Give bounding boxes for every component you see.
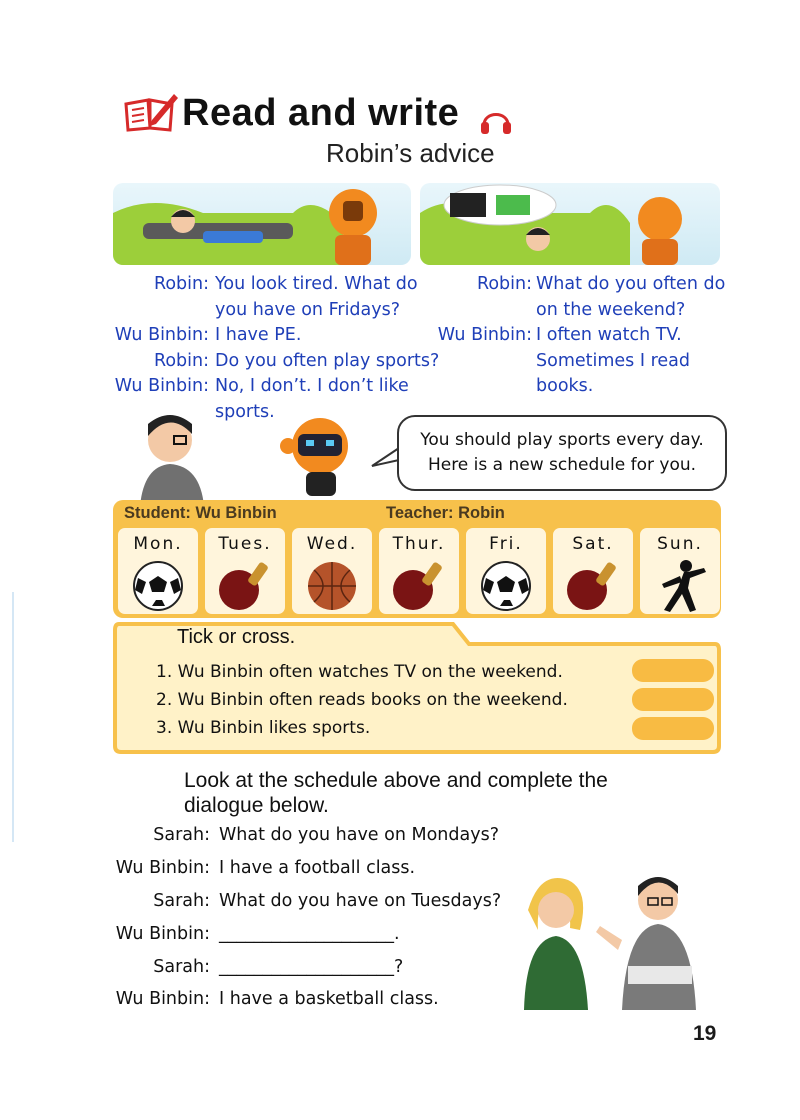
soccer-ball-icon	[480, 560, 532, 612]
schedule-student: Student: Wu Binbin	[124, 504, 277, 522]
headphones-icon	[478, 103, 514, 137]
soccer-ball-icon	[132, 560, 184, 612]
speech-bubble	[397, 415, 727, 491]
dialogue-line: I have a football class.	[219, 858, 416, 878]
dialogue-line: I have PE.	[215, 325, 302, 345]
dialogue-speaker: Wu Binbin:	[114, 325, 209, 345]
day-label: Sun.	[657, 534, 703, 554]
dialogue-line: you have on Fridays?	[215, 299, 401, 320]
dialogue-speaker: Wu Binbin:	[115, 989, 210, 1009]
ping-pong-paddle-icon	[391, 558, 447, 614]
day-label: Tues.	[218, 534, 272, 554]
tick-question: 2. Wu Binbin often reads books on the weekend.	[156, 690, 568, 710]
answer-blank[interactable]: ____________________?	[219, 957, 404, 977]
day-label: Fri.	[489, 534, 523, 554]
dialogue-line: What do you often do	[536, 274, 726, 294]
dialogue-speaker: Wu Binbin:	[115, 858, 210, 878]
dialogue-line: What do you have on Tuesdays?	[219, 891, 502, 911]
dialogue-speaker: Sarah:	[153, 825, 210, 845]
picture-strip-left	[113, 183, 411, 265]
boy-and-robot-illustration	[130, 410, 380, 506]
instruction-line: Look at the schedule above and complete the	[184, 769, 608, 792]
picture-strip-right	[420, 183, 720, 265]
dialogue-right	[420, 272, 800, 402]
ping-pong-paddle-icon	[565, 558, 621, 614]
schedule-teacher: Teacher: Robin	[386, 504, 505, 522]
dialogue-left	[0, 272, 440, 432]
schedule-day-thur	[379, 528, 459, 614]
ping-pong-paddle-icon	[217, 558, 273, 614]
book-pen-icon	[122, 90, 180, 134]
dialogue-line: No, I don’t. I don’t like	[215, 376, 409, 396]
page-subtitle: Robin’s advice	[326, 138, 495, 168]
schedule-day-wed	[292, 528, 372, 614]
answer-box[interactable]	[632, 688, 714, 711]
sarah-and-boy-illustration	[510, 870, 720, 1010]
day-label: Sat.	[572, 534, 614, 554]
dialogue-line: Do you often play sports?	[215, 350, 440, 371]
bubble-line: You should play sports every day.	[420, 430, 704, 450]
day-label: Mon.	[133, 534, 183, 554]
complete-dialogue	[0, 825, 520, 1015]
instruction-line: dialogue below.	[184, 794, 329, 817]
dialogue-speaker: Wu Binbin:	[114, 376, 209, 396]
schedule-day-tues	[205, 528, 285, 614]
dialogue-line: You look tired. What do	[215, 274, 418, 294]
basketball-icon	[306, 560, 358, 612]
kung-fu-icon	[650, 558, 710, 614]
page-number: 19	[693, 1022, 717, 1045]
tick-heading: Tick or cross.	[177, 626, 296, 648]
dialogue-speaker: Wu Binbin:	[115, 924, 210, 944]
schedule-day-sun	[640, 528, 720, 614]
dialogue-speaker: Wu Binbin:	[437, 325, 532, 345]
answer-box[interactable]	[632, 659, 714, 682]
day-label: Thur.	[392, 534, 446, 554]
dialogue-speaker: Robin:	[476, 274, 532, 294]
bubble-line: Here is a new schedule for you.	[427, 455, 697, 475]
schedule-day-mon	[118, 528, 198, 614]
instruction	[184, 768, 608, 818]
dialogue-line: Sometimes I read	[536, 350, 690, 371]
margin-line	[12, 592, 14, 842]
dialogue-speaker: Robin:	[153, 274, 209, 294]
dialogue-line: on the weekend?	[536, 299, 686, 320]
tick-question: 1. Wu Binbin often watches TV on the weekend.	[156, 662, 563, 682]
dialogue-line: What do you have on Mondays?	[219, 825, 499, 845]
dialogue-line: I have a basketball class.	[219, 989, 439, 1009]
dialogue-line: books.	[536, 376, 594, 396]
schedule-day-sat	[553, 528, 633, 614]
page-title: Read and write	[182, 92, 460, 134]
dialogue-line: I often watch TV.	[536, 325, 682, 345]
answer-box[interactable]	[632, 717, 714, 740]
dialogue-speaker: Sarah:	[153, 957, 210, 977]
dialogue-line: sports.	[215, 401, 275, 422]
day-label: Wed.	[306, 534, 358, 554]
answer-blank[interactable]: ____________________.	[219, 924, 400, 944]
tick-question: 3. Wu Binbin likes sports.	[156, 718, 371, 738]
dialogue-speaker: Robin:	[153, 350, 209, 371]
schedule-day-fri	[466, 528, 546, 614]
dialogue-speaker: Sarah:	[153, 891, 210, 911]
